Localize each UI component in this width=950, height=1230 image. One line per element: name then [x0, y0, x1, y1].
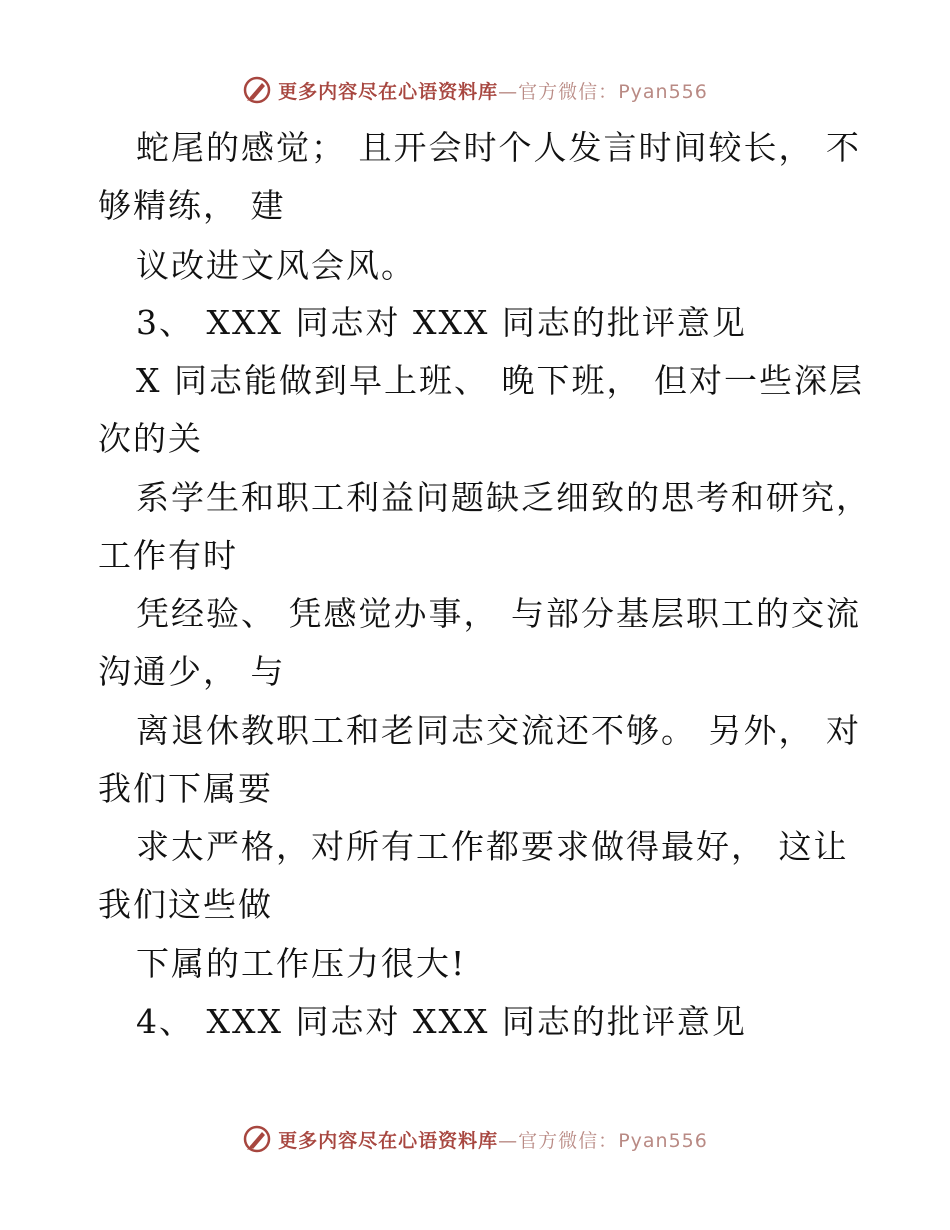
text-line-6: 次的关 — [98, 419, 203, 458]
text-line-10: 沟通少， 与 — [98, 652, 286, 691]
text-line-15: 下属的工作压力很大! — [136, 944, 467, 983]
text-line-1 — [136, 128, 861, 168]
text-line-11: 离退休教职工和老同志交流还不够。 另外， 对 — [136, 711, 861, 750]
banner-brand: 更多内容尽在心语资料库 — [278, 1129, 499, 1152]
pen-logo-icon — [242, 75, 272, 105]
text-line-1-content: 蛇尾的感觉； 且开会时个人发言时间较长， 不 — [136, 128, 861, 167]
banner-brand: 更多内容尽在心语资料库 — [278, 80, 499, 103]
text-line-12: 我们下属要 — [98, 769, 273, 808]
text-line-3: 议改进文风会风。 — [136, 246, 416, 285]
banner-account: Pyan556 — [618, 1129, 708, 1152]
text-line-5: X 同志能做到早上班、 晚下班， 但对一些深层 — [136, 361, 864, 400]
banner-dash: — — [498, 80, 519, 103]
text-line-8: 工作有时 — [98, 536, 238, 575]
text-line-13: 求太严格，对所有工作都要求做得最好， 这让 — [136, 827, 849, 866]
banner-text — [278, 1126, 708, 1153]
section-heading-3: 3、 XXX 同志对 XXX 同志的批评意见 — [136, 303, 747, 342]
banner-dash: — — [498, 1129, 519, 1152]
header-banner — [0, 72, 950, 108]
banner-official-label: 官方微信： — [518, 80, 619, 103]
text-line-14: 我们这些做 — [98, 885, 273, 924]
footer-banner — [0, 1121, 950, 1157]
banner-account: Pyan556 — [618, 80, 708, 103]
banner-text — [278, 77, 708, 104]
section-heading-4: 4、 XXX 同志对 XXX 同志的批评意见 — [136, 1002, 747, 1041]
text-line-9: 凭经验、 凭感觉办事， 与部分基层职工的交流 — [136, 594, 861, 633]
text-line-2: 够精练， 建 — [98, 186, 286, 225]
banner-official-label: 官方微信： — [518, 1129, 619, 1152]
pen-logo-icon — [242, 1124, 272, 1154]
text-line-7: 系学生和职工利益问题缺乏细致的思考和研究， — [136, 478, 871, 517]
